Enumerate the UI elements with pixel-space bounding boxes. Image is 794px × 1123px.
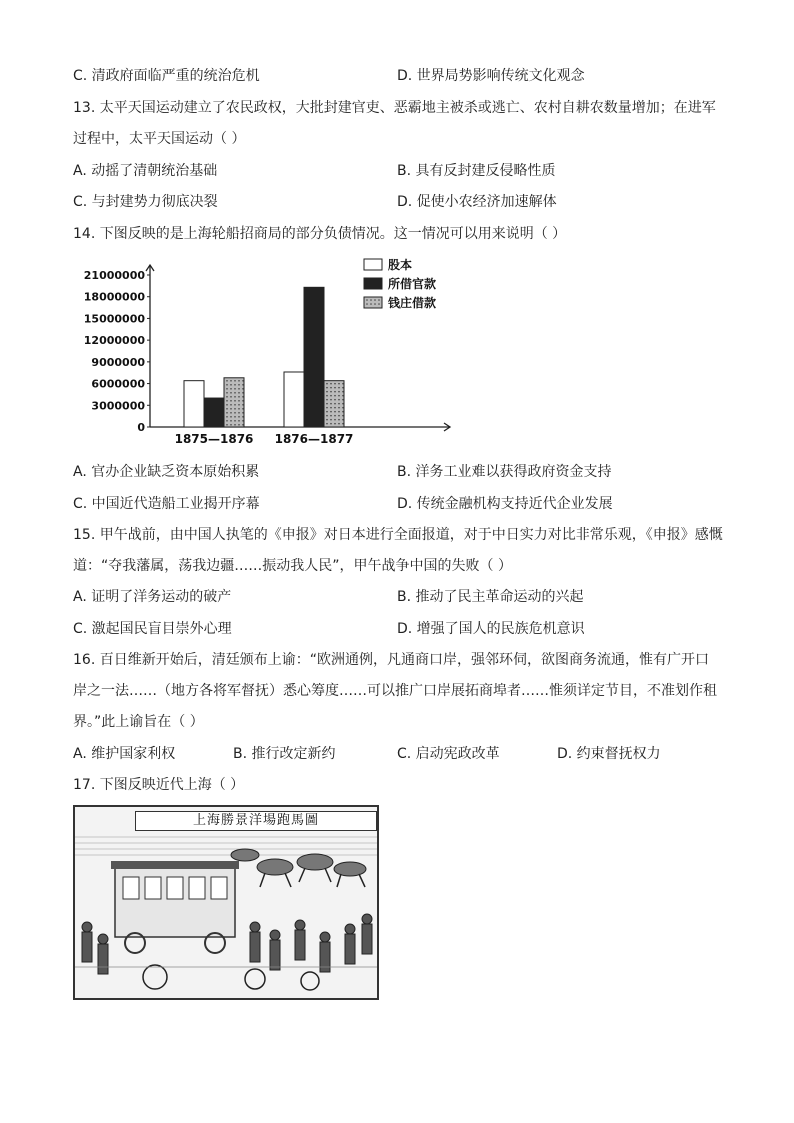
bar-pattern-dot <box>234 396 236 398</box>
bar-pattern-dot <box>226 396 228 398</box>
q12-option-d: D. 世界局势影响传统文化观念 <box>397 68 585 84</box>
q16-stem-line2: 岸之一法……（地方各将军督抚）悉心筹度……可以推广口岸展拓商埠者……惟须详定节目，不准划作租 <box>73 683 717 699</box>
q16-option-a: A. 维护国家利权 <box>73 746 176 762</box>
bar-pattern-dot <box>242 404 244 406</box>
bar-pattern-dot <box>242 396 244 398</box>
bar-pattern-dot <box>238 392 240 394</box>
q15-option-a: A. 证明了洋务运动的破产 <box>73 589 232 605</box>
bar-pattern-dot <box>238 380 240 382</box>
bar-pattern-dot <box>330 395 332 397</box>
q16-option-b: B. 推行改定新约 <box>233 746 336 762</box>
chart-legend <box>364 257 437 310</box>
bar-pattern-dot <box>238 412 240 414</box>
bar-pattern-dot <box>226 400 228 402</box>
bar-pattern-dot <box>226 408 228 410</box>
legend-pattern-dot <box>378 303 380 305</box>
woodcut-illustration <box>75 807 377 998</box>
y-tick-label: 15000000 <box>83 312 145 326</box>
bar-pattern-dot <box>334 407 336 409</box>
bar-pattern-dot <box>238 396 240 398</box>
legend-pattern-dot <box>366 303 368 305</box>
q14-bar-chart <box>83 255 458 447</box>
bar <box>184 381 204 427</box>
bar-pattern-dot <box>230 416 232 418</box>
bar-pattern-dot <box>230 404 232 406</box>
bar-pattern-dot <box>242 420 244 422</box>
y-tick-label: 9000000 <box>91 355 145 369</box>
legend-pattern-dot <box>370 303 372 305</box>
bar <box>304 287 324 427</box>
bar-pattern-dot <box>334 419 336 421</box>
q15-option-b: B. 推动了民主革命运动的兴起 <box>397 589 584 605</box>
bar-pattern-dot <box>326 383 328 385</box>
q14-option-c: C. 中国近代造船工业揭开序幕 <box>73 496 260 512</box>
bar-pattern-dot <box>230 408 232 410</box>
bar-pattern-dot <box>338 403 340 405</box>
legend-pattern-dot <box>370 299 372 301</box>
bar-pattern-dot <box>334 411 336 413</box>
bar-pattern-dot <box>342 391 344 393</box>
bar-pattern-dot <box>226 412 228 414</box>
bar-pattern-dot <box>226 380 228 382</box>
bar-pattern-dot <box>330 399 332 401</box>
bar-pattern-dot <box>330 387 332 389</box>
chart-y-ticks <box>84 269 150 434</box>
bar-pattern-dot <box>338 383 340 385</box>
bar-pattern-dot <box>342 415 344 417</box>
bar-pattern-dot <box>334 387 336 389</box>
bar-pattern-dot <box>338 411 340 413</box>
bar-pattern-dot <box>334 399 336 401</box>
bar-pattern-dot <box>234 408 236 410</box>
bar-pattern-dot <box>238 384 240 386</box>
bar-pattern-dot <box>242 400 244 402</box>
bar-pattern-dot <box>230 396 232 398</box>
bar-pattern-dot <box>238 404 240 406</box>
bar-pattern-dot <box>338 387 340 389</box>
woodcut-title: 上海勝景洋場跑馬圖 <box>135 811 377 831</box>
bar-pattern-dot <box>230 392 232 394</box>
bar-pattern-dot <box>226 420 228 422</box>
bar-pattern-dot <box>326 403 328 405</box>
bar-pattern-dot <box>326 415 328 417</box>
q15-option-c: C. 激起国民盲目崇外心理 <box>73 621 232 637</box>
bar-pattern-dot <box>242 408 244 410</box>
q17-stem: 17. 下图反映近代上海（ ） <box>73 777 245 793</box>
legend-swatch <box>364 297 382 308</box>
bar-pattern-dot <box>330 407 332 409</box>
bar-pattern-dot <box>234 380 236 382</box>
legend-label: 钱庄借款 <box>388 296 437 310</box>
bar-pattern-dot <box>330 411 332 413</box>
bar-pattern-dot <box>334 383 336 385</box>
bar-pattern-dot <box>230 424 232 426</box>
y-tick-label: 3000000 <box>91 399 145 413</box>
bar-pattern-dot <box>326 387 328 389</box>
bar-pattern-dot <box>326 399 328 401</box>
q13-stem-line1: 13. 太平天国运动建立了农民政权，大批封建官吏、恶霸地主被杀或逃亡、农村自耕农数量增加；在进军 <box>73 100 716 116</box>
bar-pattern-dot <box>338 399 340 401</box>
bar-pattern-dot <box>226 416 228 418</box>
q15-stem-line2: 道：“夺我藩属，荡我边疆……振动我人民”，甲午战争中国的失败（ ） <box>73 558 512 574</box>
q15-stem-line1: 15. 甲午战前，由中国人执笔的《申报》对日本进行全面报道，对于中日实力对比非常乐观，《申报》感慨 <box>73 527 723 543</box>
q13-option-d: D. 促使小农经济加速解体 <box>397 194 557 210</box>
bar-pattern-dot <box>242 380 244 382</box>
q14-stem: 14. 下图反映的是上海轮船招商局的部分负债情况。这一情况可以用来说明（ ） <box>73 226 567 242</box>
x-tick-label: 1875—1876 <box>174 432 254 446</box>
bar-pattern-dot <box>338 391 340 393</box>
y-tick-label: 0 <box>137 421 145 434</box>
bar <box>284 372 304 427</box>
q13-option-a: A. 动摇了清朝统治基础 <box>73 163 218 179</box>
bar-pattern-dot <box>234 404 236 406</box>
legend-swatch <box>364 278 382 289</box>
bar-pattern-dot <box>230 388 232 390</box>
y-tick-label: 21000000 <box>83 269 145 282</box>
legend-swatch <box>364 259 382 270</box>
bar-pattern-dot <box>230 420 232 422</box>
bar-pattern-dot <box>338 419 340 421</box>
bar-pattern-dot <box>334 391 336 393</box>
legend-label: 股本 <box>388 258 413 272</box>
bar-pattern-dot <box>238 388 240 390</box>
bar-pattern-dot <box>234 384 236 386</box>
bar-pattern-dot <box>342 399 344 401</box>
y-tick-label: 12000000 <box>83 334 145 348</box>
bar-pattern-dot <box>338 423 340 425</box>
bar-pattern-dot <box>238 424 240 426</box>
bar-pattern-dot <box>334 403 336 405</box>
bar-pattern-dot <box>242 384 244 386</box>
bar-pattern-dot <box>334 423 336 425</box>
shanghai-racecourse-woodcut <box>73 805 379 1000</box>
bar-pattern-dot <box>226 384 228 386</box>
bar-pattern-dot <box>338 415 340 417</box>
bar-pattern-dot <box>326 419 328 421</box>
bar-pattern-dot <box>226 404 228 406</box>
q16-stem-line3: 界。”此上谕旨在（ ） <box>73 714 204 730</box>
legend-pattern-dot <box>374 299 376 301</box>
bar-pattern-dot <box>238 420 240 422</box>
bar-pattern-dot <box>342 423 344 425</box>
bar-pattern-dot <box>234 388 236 390</box>
q14-option-a: A. 官办企业缺乏资本原始积累 <box>73 464 260 480</box>
bar-pattern-dot <box>230 380 232 382</box>
bar-pattern-dot <box>230 384 232 386</box>
bar-pattern-dot <box>334 415 336 417</box>
bar-pattern-dot <box>226 388 228 390</box>
q14-option-d: D. 传统金融机构支持近代企业发展 <box>397 496 613 512</box>
legend-pattern-dot <box>378 299 380 301</box>
y-tick-label: 18000000 <box>83 290 145 304</box>
q16-option-c: C. 启动宪政改革 <box>397 746 500 762</box>
bar-pattern-dot <box>342 419 344 421</box>
bar-pattern-dot <box>326 411 328 413</box>
bar-pattern-dot <box>338 395 340 397</box>
bar-pattern-dot <box>330 415 332 417</box>
bar-pattern-dot <box>330 383 332 385</box>
bar-pattern-dot <box>238 416 240 418</box>
bar-pattern-dot <box>242 412 244 414</box>
bar-pattern-dot <box>326 391 328 393</box>
legend-label: 所借官款 <box>388 277 437 291</box>
bar-pattern-dot <box>342 395 344 397</box>
bar-pattern-dot <box>342 407 344 409</box>
bar-pattern-dot <box>234 424 236 426</box>
q13-stem-line2: 过程中，太平天国运动（ ） <box>73 131 246 147</box>
q13-option-c: C. 与封建势力彻底决裂 <box>73 194 218 210</box>
bar-pattern-dot <box>338 407 340 409</box>
chart-x-labels <box>175 432 354 446</box>
bar-pattern-dot <box>234 392 236 394</box>
bar-pattern-dot <box>242 392 244 394</box>
legend-pattern-dot <box>374 303 376 305</box>
bar-pattern-dot <box>342 411 344 413</box>
bar-pattern-dot <box>330 419 332 421</box>
q16-stem-line1: 16. 百日维新开始后，清廷颁布上谕：“欧洲通例，凡通商口岸，强邻环伺，欲图商务流通，惟有广开口 <box>73 652 709 668</box>
bar-pattern-dot <box>234 420 236 422</box>
bar-pattern-dot <box>234 400 236 402</box>
x-tick-label: 1876—1877 <box>274 432 354 446</box>
bar-pattern-dot <box>342 403 344 405</box>
bar-pattern-dot <box>330 423 332 425</box>
bar-pattern-dot <box>230 400 232 402</box>
bar-pattern-dot <box>234 416 236 418</box>
bar-pattern-dot <box>330 403 332 405</box>
bar-pattern-dot <box>342 383 344 385</box>
bar <box>204 398 224 427</box>
q15-option-d: D. 增强了国人的民族危机意识 <box>397 621 585 637</box>
bar-pattern-dot <box>226 424 228 426</box>
bar-pattern-dot <box>326 423 328 425</box>
legend-pattern-dot <box>366 299 368 301</box>
bar-pattern-dot <box>242 388 244 390</box>
chart-bars <box>184 287 344 427</box>
q13-option-b: B. 具有反封建反侵略性质 <box>397 163 556 179</box>
bar-pattern-dot <box>330 391 332 393</box>
y-tick-label: 6000000 <box>91 377 145 391</box>
bar-pattern-dot <box>242 424 244 426</box>
bar-pattern-dot <box>326 407 328 409</box>
q12-option-c: C. 清政府面临严重的统治危机 <box>73 68 260 84</box>
bar-pattern-dot <box>234 412 236 414</box>
bar-pattern-dot <box>226 392 228 394</box>
q14-option-b: B. 洋务工业难以获得政府资金支持 <box>397 464 612 480</box>
bar-pattern-dot <box>238 408 240 410</box>
bar-pattern-dot <box>242 416 244 418</box>
bar-pattern-dot <box>342 387 344 389</box>
bar-pattern-dot <box>334 395 336 397</box>
bar-pattern-dot <box>326 395 328 397</box>
bar-pattern-dot <box>238 400 240 402</box>
q16-option-d: D. 约束督抚权力 <box>557 746 661 762</box>
bar-pattern-dot <box>230 412 232 414</box>
